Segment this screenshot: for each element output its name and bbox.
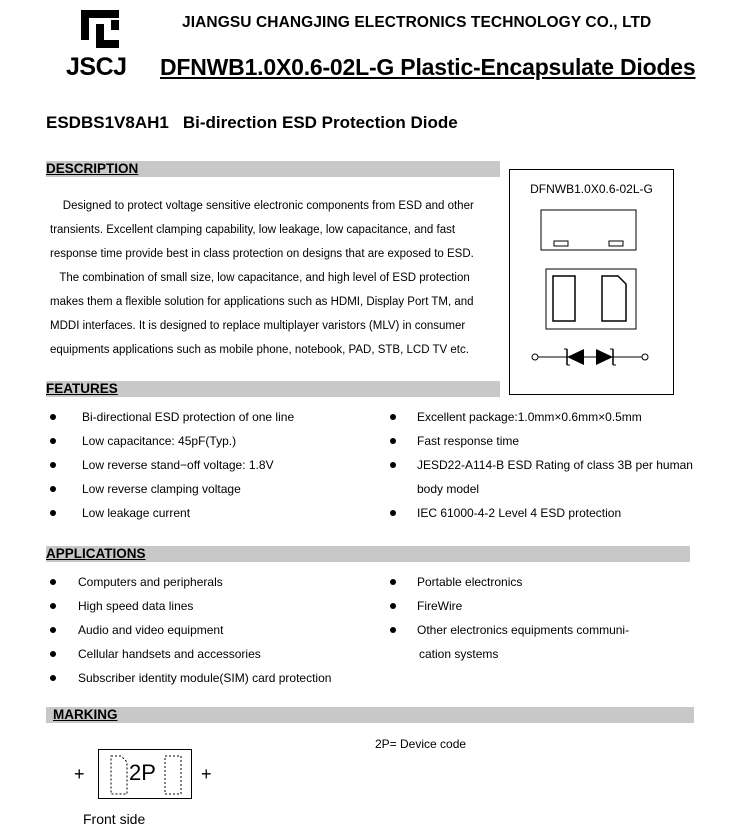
bullet-icon [390, 603, 396, 609]
applications-right-list [390, 570, 720, 666]
description-heading: DESCRIPTION [46, 161, 500, 177]
list-item: Other electronics equipments communi- [390, 618, 720, 642]
list-item-continuation: cation systems [419, 647, 499, 661]
bullet-icon [390, 627, 396, 633]
bullet-icon [50, 438, 56, 444]
list-item: Low reverse clamping voltage [50, 477, 370, 501]
chip-code: 2P [129, 760, 156, 785]
bullet-icon [390, 414, 396, 420]
company-name: JIANGSU CHANGJING ELECTRONICS TECHNOLOGY CO., LTD [182, 14, 652, 31]
list-item: Subscriber identity module(SIM) card protection [50, 666, 370, 690]
part-heading [46, 113, 458, 133]
bullet-icon [50, 675, 56, 681]
applications-heading: APPLICATIONS [46, 546, 690, 562]
company-logo [72, 10, 122, 52]
description-line: equipments applications such as mobile phone, notebook, PAD, STB, LCD TV etc. [50, 344, 469, 356]
description-line: response time provide best in class protection on designs that are exposed to ESD. [50, 248, 474, 260]
list-item: Cellular handsets and accessories [50, 642, 370, 666]
description-line: makes them a flexible solution for applications such as HDMI, Display Port TM, and [50, 296, 474, 308]
list-item: Audio and video equipment [50, 618, 370, 642]
marking-heading: MARKING [46, 707, 694, 723]
bullet-icon [50, 510, 56, 516]
package-outline-icon [510, 170, 675, 396]
bullet-icon [50, 603, 56, 609]
description-line: The combination of small size, low capacitance, and high level of ESD protection [50, 272, 470, 284]
part-subtitle: Bi-direction ESD Protection Diode [182, 113, 458, 132]
bullet-icon [390, 510, 396, 516]
part-number: ESDBS1V8AH1 [46, 113, 169, 132]
description-line: Designed to protect voltage sensitive electronic components from ESD and other [50, 200, 474, 212]
features-right-list [390, 405, 720, 525]
features-left-list [50, 405, 370, 525]
list-item: Low capacitance: 45pF(Typ.) [50, 429, 370, 453]
bullet-icon [50, 414, 56, 420]
bullet-icon [50, 579, 56, 585]
bullet-icon [390, 462, 396, 468]
list-item: FireWire [390, 594, 720, 618]
document-title: DFNWB1.0X0.6-02L-G Plastic-Encapsulate Diodes [160, 54, 696, 80]
bullet-icon [50, 486, 56, 492]
applications-left-list [50, 570, 370, 690]
bullet-icon [390, 438, 396, 444]
package-drawing [509, 169, 674, 395]
list-item: Excellent package:1.0mm×0.6mm×0.5mm [390, 405, 720, 429]
logo-mark-icon [72, 10, 122, 52]
list-item: Computers and peripherals [50, 570, 370, 594]
description-line: transients. Excellent clamping capability, low leakage, low capacitance, and fast [50, 224, 456, 236]
device-code-note: 2P= Device code [375, 737, 467, 751]
list-item: Portable electronics [390, 570, 720, 594]
logo-text: JSCJ [66, 53, 127, 81]
description-line: MDDI interfaces. It is designed to replace multiplayer varistors (MLV) in consumer [50, 320, 466, 332]
bullet-icon [50, 462, 56, 468]
marking-chip [98, 749, 192, 799]
bullet-icon [50, 627, 56, 633]
front-side-label: Front side [83, 811, 146, 827]
list-item: IEC 61000-4-2 Level 4 ESD protection [390, 501, 720, 525]
list-item: Fast response time [390, 429, 720, 453]
list-item: Bi-directional ESD protection of one line [50, 405, 370, 429]
bullet-icon [50, 651, 56, 657]
list-item: Low reverse stand−off voltage: 1.8V [50, 453, 370, 477]
description-text [50, 194, 500, 362]
plus-sign: + [74, 764, 85, 784]
list-item: JESD22-A114-B ESD Rating of class 3B per human [390, 453, 720, 477]
list-item-continuation: body model [417, 482, 480, 496]
list-item: Low leakage current [50, 501, 370, 525]
features-heading: FEATURES [46, 381, 500, 397]
plus-sign: + [201, 764, 212, 784]
list-item: High speed data lines [50, 594, 370, 618]
bullet-icon [390, 579, 396, 585]
package-label: DFNWB1.0X0.6-02L-G [530, 182, 653, 196]
